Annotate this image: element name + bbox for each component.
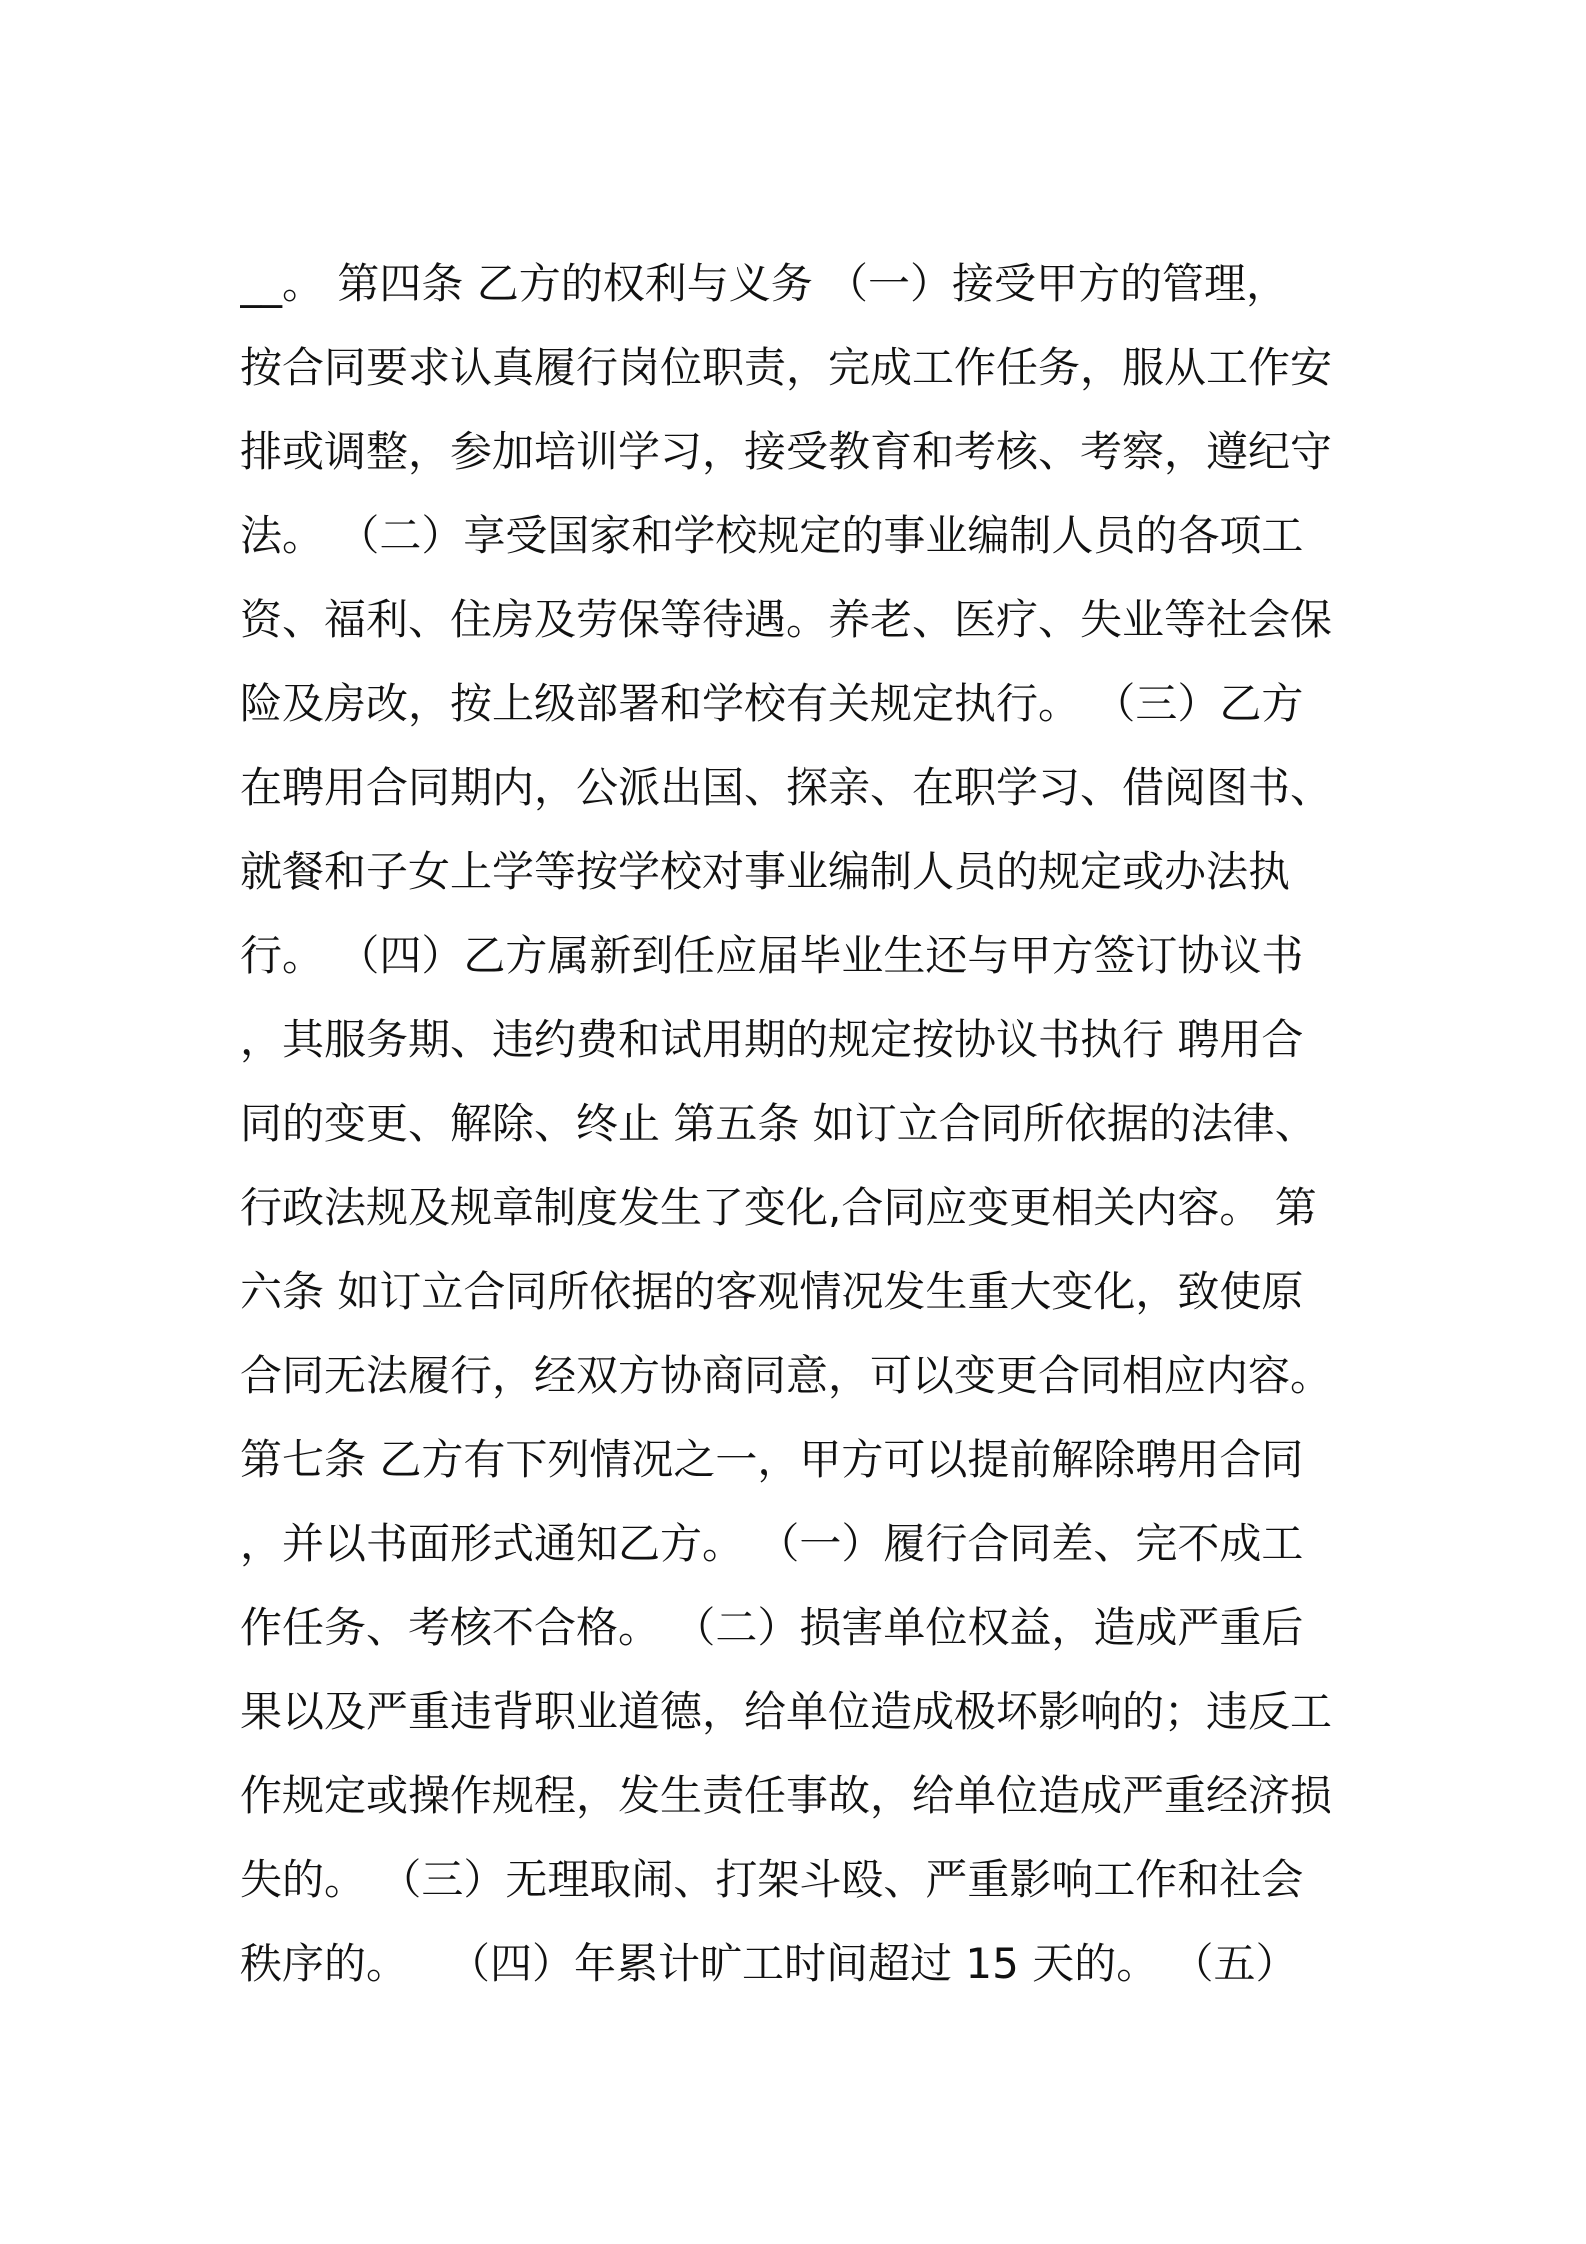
body-line: 同的变更、解除、终止 第五条 如订立合同所依据的法律、 (240, 1099, 1317, 1148)
body-line: __。 第四条 乙方的权利与义务 （一）接受甲方的管理， (240, 259, 1289, 308)
body-line: 就餐和子女上学等按学校对事业编制人员的规定或办法执 (240, 847, 1291, 896)
body-line: 行政法规及规章制度发生了变化,合同应变更相关内容。 第 (240, 1183, 1317, 1232)
body-line: 在聘用合同期内，公派出国、探亲、在职学习、借阅图书、 (240, 763, 1333, 812)
body-line: 失的。 （三）无理取闹、打架斗殴、严重影响工作和社会 (240, 1855, 1304, 1904)
blank-fill-line (240, 222, 1360, 242)
body-line: 险及房改，按上级部署和学校有关规定执行。 （三）乙方 (240, 679, 1304, 728)
body-line: 六条 如订立合同所依据的客观情况发生重大变化，致使原 (240, 1267, 1304, 1316)
body-line: 作规定或操作规程，发生责任事故，给单位造成严重经济损 (240, 1771, 1333, 1820)
body-line: 第七条 乙方有下列情况之一，甲方可以提前解除聘用合同 (240, 1435, 1304, 1484)
body-line: 合同无法履行，经双方协商同意，可以变更合同相应内容。 (240, 1351, 1333, 1400)
body-line: 作任务、考核不合格。 （二）损害单位权益，造成严重后 (240, 1603, 1304, 1652)
body-line: 果以及严重违背职业道德，给单位造成极坏影响的；违反工 (240, 1687, 1333, 1736)
body-line: 排或调整，参加培训学习，接受教育和考核、考察，遵纪守 (240, 427, 1333, 476)
body-line: 按合同要求认真履行岗位职责，完成工作任务，服从工作安 (240, 343, 1333, 392)
body-line: ，并以书面形式通知乙方。 （一）履行合同差、完不成工 (240, 1519, 1304, 1568)
body-line: 资、福利、住房及劳保等待遇。养老、医疗、失业等社会保 (240, 595, 1333, 644)
body-line: 秩序的。 （四）年累计旷工时间超过 15 天的。 （五） (240, 1939, 1298, 1988)
body-line: 法。 （二）享受国家和学校规定的事业编制人员的各项工 (240, 511, 1304, 560)
body-line: ，其服务期、违约费和试用期的规定按协议书执行 聘用合 (240, 1015, 1304, 1064)
body-line: 行。 （四）乙方属新到任应届毕业生还与甲方签订协议书 (240, 931, 1304, 980)
contract-body (240, 222, 1360, 2006)
